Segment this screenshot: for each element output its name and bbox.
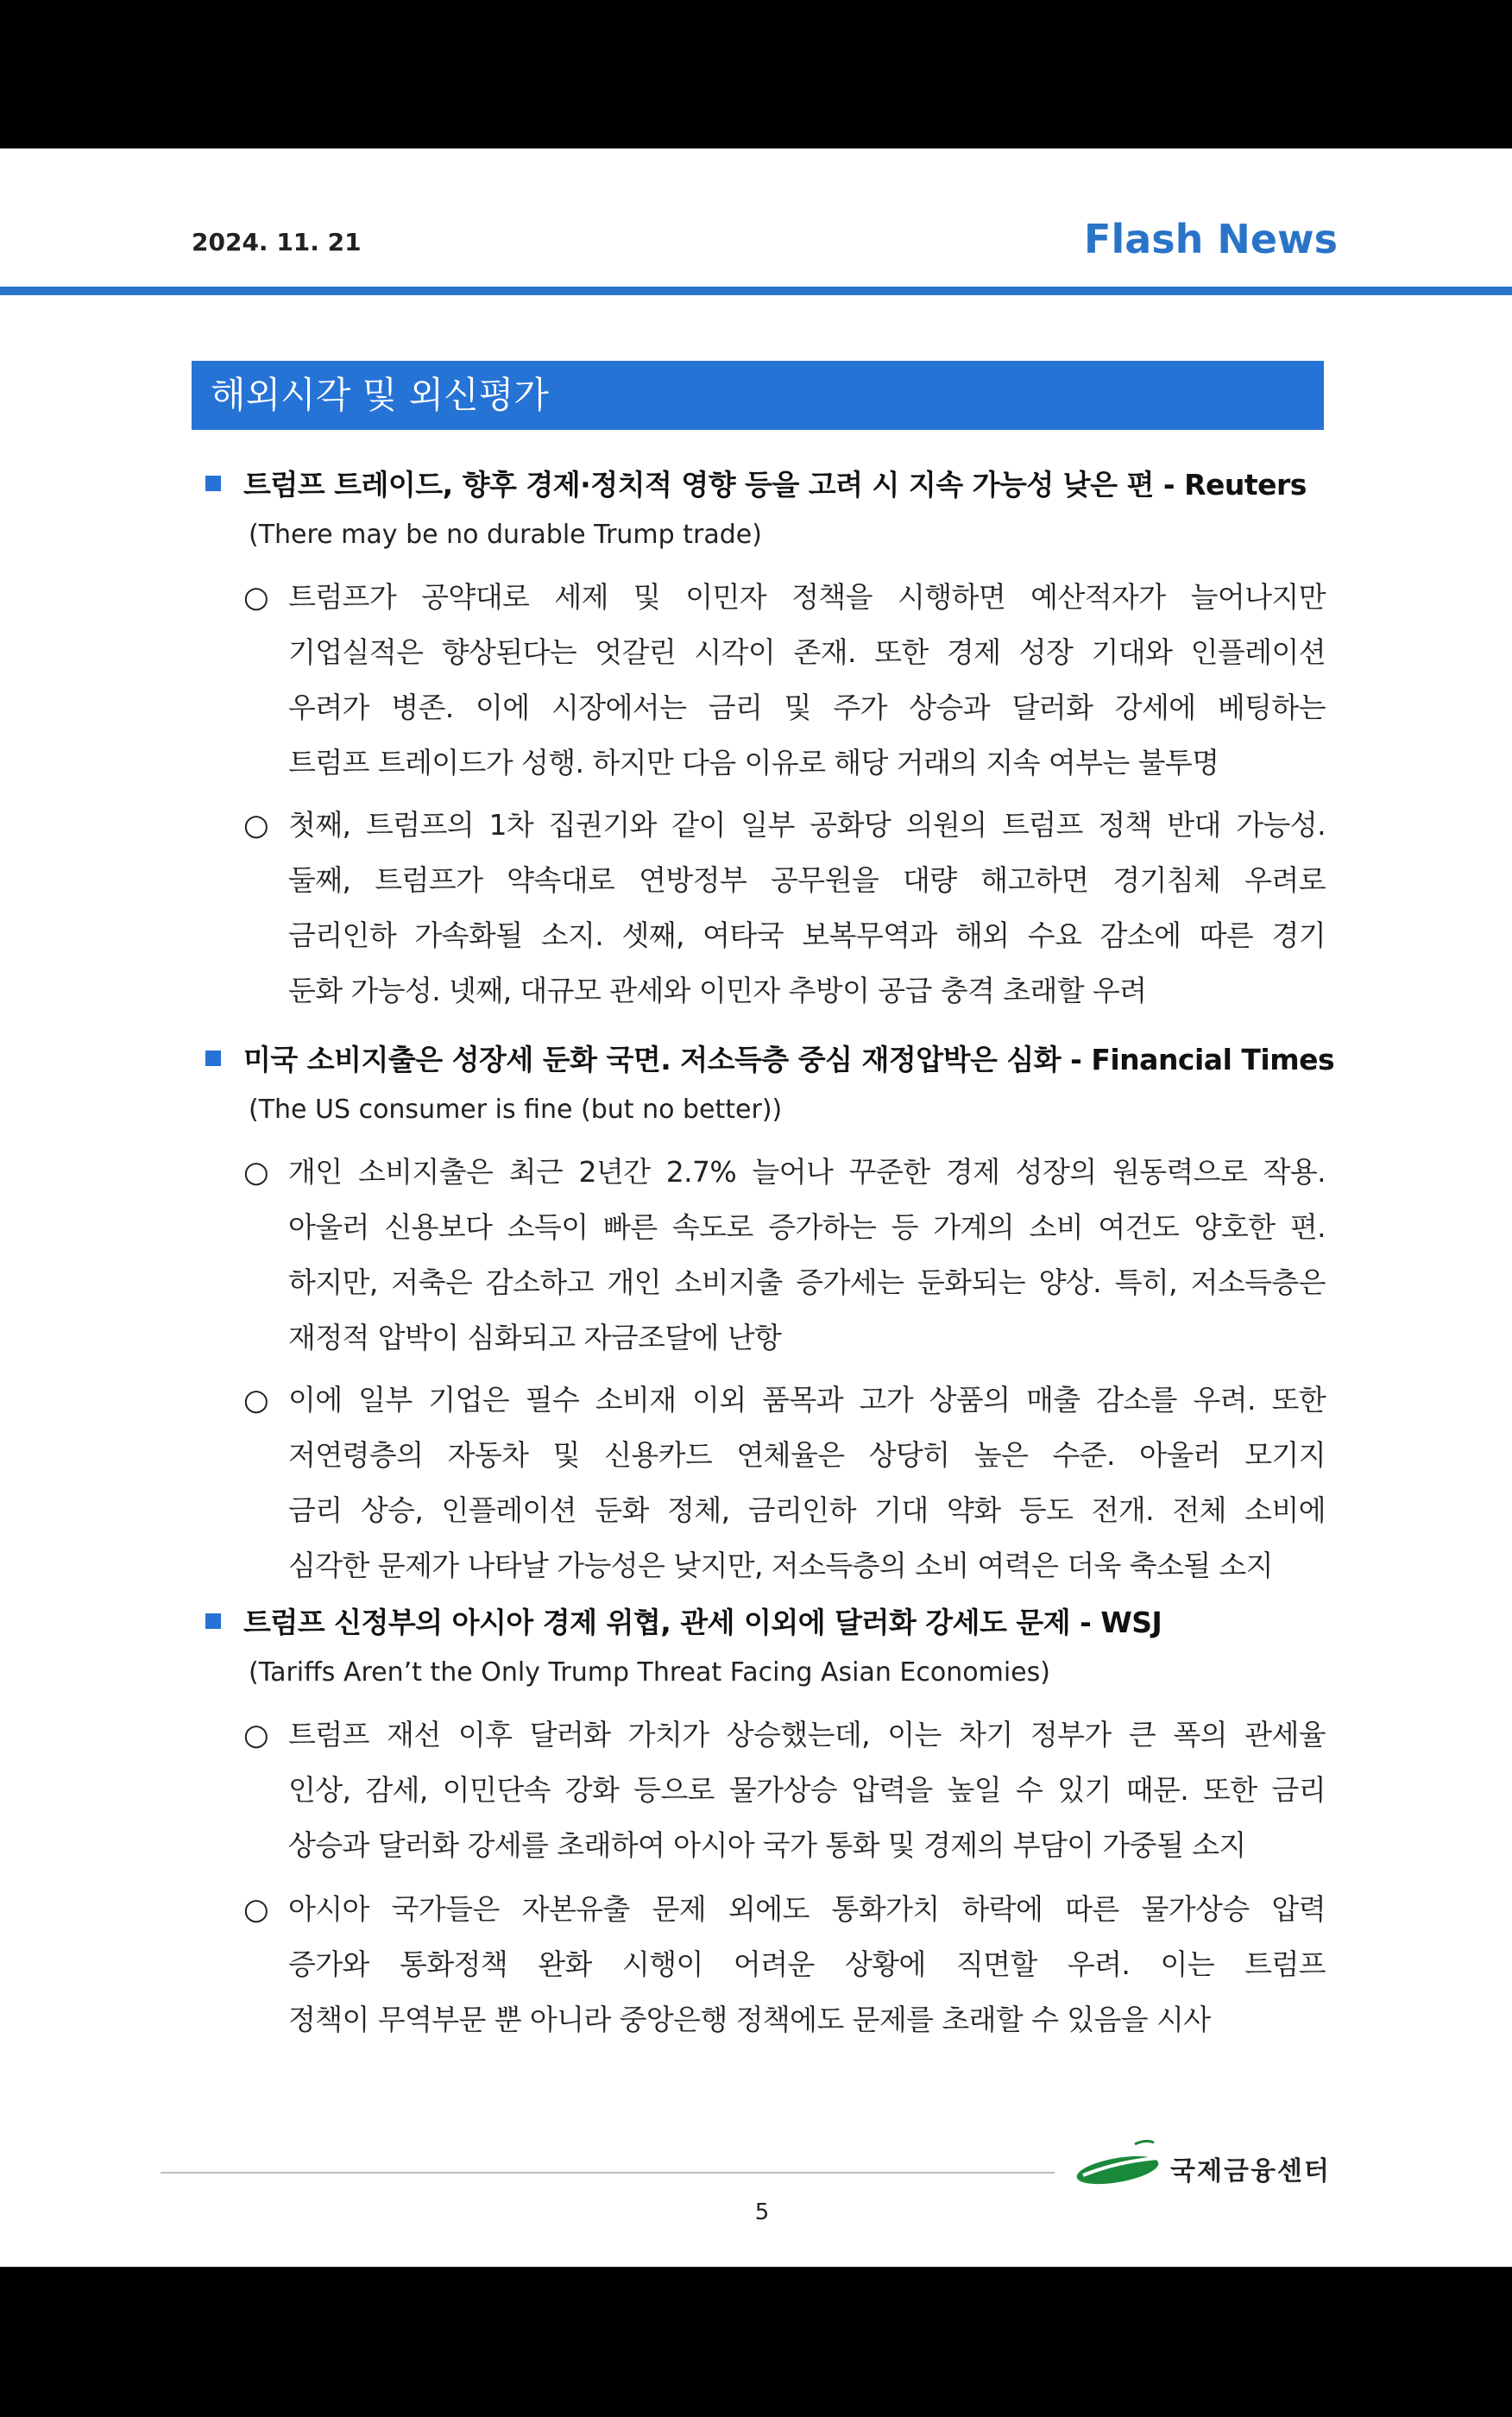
paragraph-line: 금리인하 가속화될 소지. 셋째, 여타국 보복무역과 해외 수요 감소에 따른 경기: [288, 918, 1326, 952]
news-subtitle-2: (The US consumer is fine (but no better)): [249, 1095, 783, 1125]
headline-text: 미국 소비지출은 성장세 둔화 국면. 저소득층 중심 재정압박은 심화 - Financial Times: [243, 1043, 1335, 1076]
paragraph-line: 재정적 압박이 심화되고 자금조달에 난항: [288, 1321, 782, 1354]
header-divider: [0, 287, 1512, 295]
paragraph-line: 트럼프 트레이드가 성행. 하지만 다음 이유로 해당 거래의 지속 여부는 불투명: [288, 746, 1219, 779]
square-bullet-icon: [205, 1051, 221, 1066]
paragraph-line: 하지만, 저축은 감소하고 개인 소비지출 증가세는 둔화되는 양상. 특히, 저소득층은: [288, 1265, 1326, 1299]
bullet-paragraph: [242, 1373, 1326, 1593]
paragraph-line: 우려가 병존. 이에 시장에서는 금리 및 주가 상승과 달러화 강세에 베팅하는: [288, 691, 1326, 724]
news-headline-2: [205, 1038, 1345, 1078]
paragraph-line: 아울러 신용보다 소득이 빠른 속도로 증가하는 등 가계의 소비 여건도 양호한 편.: [288, 1210, 1326, 1244]
paragraph-line: 금리 상승, 인플레이션 둔화 정체, 금리인하 기대 약화 등도 전개. 전체 소비에: [288, 1493, 1326, 1527]
news-subtitle-3: (Tariffs Aren’t the Only Trump Threat Facing Asian Economies): [249, 1657, 1050, 1688]
bullet-paragraph: [242, 1707, 1326, 1873]
paragraph-line: 상승과 달러화 강세를 초래하여 아시아 국가 통화 및 경제의 부담이 가중될 소지: [288, 1828, 1246, 1862]
circle-bullet-icon: ○: [243, 808, 269, 842]
square-bullet-icon: [205, 476, 221, 491]
circle-bullet-icon: ○: [243, 1383, 269, 1417]
circle-bullet-icon: ○: [243, 1718, 269, 1752]
news-headline-3: [205, 1600, 1345, 1641]
paragraph-line: 아시아 국가들은 자본유출 문제 외에도 통화가치 하락에 따른 물가상승 압력: [288, 1892, 1326, 1926]
paragraph-line: 트럼프 재선 이후 달러화 가치가 상승했는데, 이는 차기 정부가 큰 폭의 관세율: [288, 1718, 1326, 1751]
paragraph-line: 트럼프가 공약대로 세제 및 이민자 정책을 시행하면 예산적자가 늘어나지만: [288, 580, 1326, 614]
paragraph-line: 개인 소비지출은 최근 2년간 2.7% 늘어나 꾸준한 경제 성장의 원동력으로 작용.: [288, 1155, 1326, 1189]
section-title: 해외시각 및 외신평가: [192, 361, 1324, 430]
paragraph-line: 둔화 가능성. 넷째, 대규모 관세와 이민자 추방이 공급 충격 초래할 우려: [288, 974, 1147, 1007]
bullet-paragraph: [242, 570, 1326, 791]
paragraph-line: 기업실적은 향상된다는 엇갈린 시각이 존재. 또한 경제 성장 기대와 인플레이션: [288, 635, 1326, 669]
paragraph-line: 첫째, 트럼프의 1차 집권기와 같이 일부 공화당 의원의 트럼프 정책 반대 가능성.: [288, 808, 1326, 842]
document-page: [0, 148, 1512, 2267]
paragraph-line: 둘째, 트럼프가 약속대로 연방정부 공무원을 대량 해고하면 경기침체 우려로: [288, 863, 1326, 897]
news-subtitle-1: (There may be no durable Trump trade): [249, 520, 762, 550]
paragraph-line: 심각한 문제가 나타날 가능성은 낮지만, 저소득층의 소비 여력은 더욱 축소될 소지: [288, 1549, 1273, 1582]
footer-divider: [161, 2172, 1055, 2174]
page-number: 5: [754, 2199, 770, 2225]
paragraph-line: 증가와 통화정책 완화 시행이 어려운 상황에 직면할 우려. 이는 트럼프: [288, 1947, 1326, 1981]
paragraph-line: 인상, 감세, 이민단속 강화 등으로 물가상승 압력을 높일 수 있기 때문. 또한 금리: [288, 1773, 1326, 1807]
square-bullet-icon: [205, 1613, 221, 1629]
bullet-paragraph: [242, 1882, 1326, 2048]
bullet-paragraph: [242, 1145, 1326, 1366]
bullet-paragraph: [242, 798, 1326, 1019]
brand-title: Flash News: [1084, 216, 1338, 262]
paragraph-line: 정책이 무역부문 뿐 아니라 중앙은행 정책에도 문제를 초래할 수 있음을 시사: [288, 2003, 1211, 2036]
news-headline-1: [205, 463, 1345, 503]
circle-bullet-icon: ○: [243, 1892, 269, 1927]
headline-text: 트럼프 트레이드, 향후 경제·정치적 영향 등을 고려 시 지속 가능성 낮은 편 - Reuters: [243, 468, 1307, 502]
paragraph-line: 저연령층의 자동차 및 신용카드 연체율은 상당히 높은 수준. 아울러 모기지: [288, 1438, 1326, 1472]
circle-bullet-icon: ○: [243, 1155, 269, 1190]
paragraph-line: 이에 일부 기업은 필수 소비재 이외 품목과 고가 상품의 매출 감소를 우려. 또한: [288, 1383, 1326, 1417]
headline-text: 트럼프 신정부의 아시아 경제 위협, 관세 이외에 달러화 강세도 문제 - WSJ: [243, 1606, 1162, 1639]
report-date: 2024. 11. 21: [192, 228, 362, 256]
footer-logo-text: 국제금융센터: [1170, 2156, 1331, 2187]
circle-bullet-icon: ○: [243, 580, 269, 615]
